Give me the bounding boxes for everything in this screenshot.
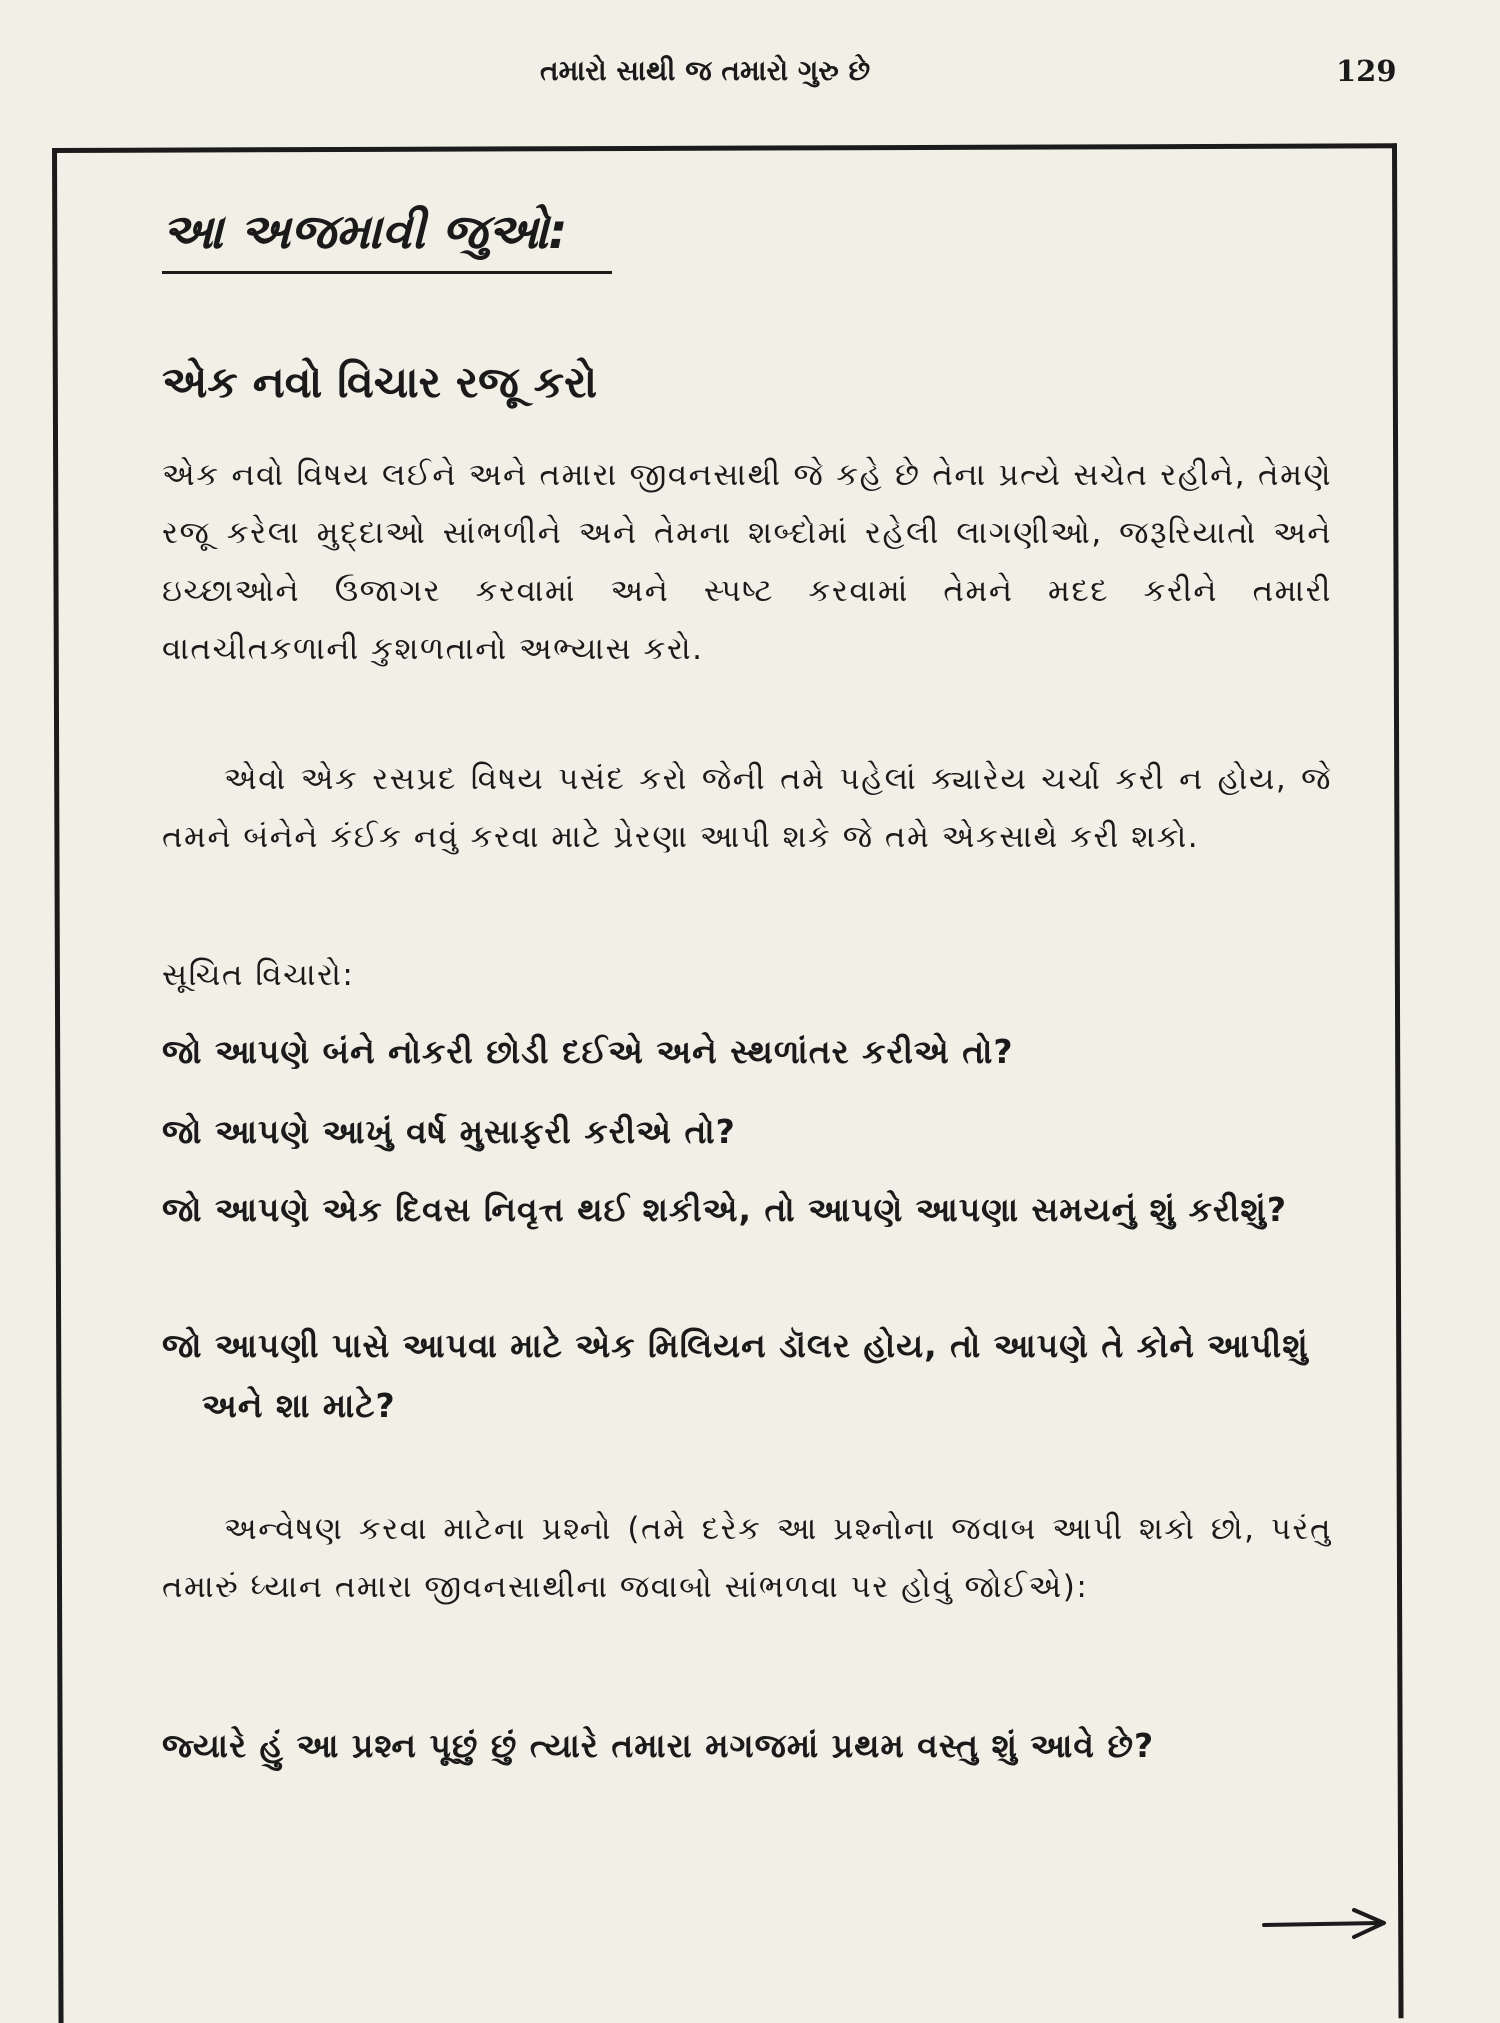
suggested-question: જો આપણે આખું વર્ષ મુસાફરી કરીએ તો? bbox=[162, 1112, 736, 1151]
suggested-question: જો આપણે બંને નોકરી છોડી દઈએ અને સ્થળાંતર કરીએ તો? bbox=[162, 1032, 1014, 1071]
section-title: એક નવો વિચાર રજૂ કરો bbox=[162, 358, 598, 408]
arrow-right-icon bbox=[1262, 1906, 1390, 1942]
suggested-ideas-label: સૂચિત વિચારો: bbox=[162, 957, 355, 993]
paragraph-exploration: અન્વેષણ કરવા માટેના પ્રશ્નો (તમે દરેક આ પ્રશ્નોના જવાબ આપી શકો છો, પરંતુ તમારું ધ્યાન તમારા જીવનસાથીના જવાબો સાંભળવા પર હોવું જોઈએ): bbox=[162, 1511, 1332, 1605]
running-title: તમારો સાથી જ તમારો ગુરુ છે bbox=[540, 54, 871, 87]
running-head bbox=[0, 46, 1500, 96]
suggested-question: જો આપણે એક દિવસ નિવૃત્ત થઈ શકીએ, તો આપણે આપણા સમયનું શું કરીશું? bbox=[162, 1190, 1287, 1229]
exploration-question: જ્યારે હું આ પ્રશ્ન પૂછું છું ત્યારે તમારા મગજમાં પ્રથમ વસ્તુ શું આવે છે? bbox=[162, 1726, 1155, 1765]
suggested-question: જો આપણી પાસે આપવા માટે એક મિલિયન ડૉલર હોય, તો આપણે તે કોને આપીશું અને શા માટે? bbox=[162, 1326, 1309, 1425]
page-number: 129 bbox=[1336, 54, 1397, 88]
paragraph-intro: એક નવો વિષય લઈને અને તમારા જીવનસાથી જે કહે છે તેના પ્રત્યે સચેત રહીને, તેમણે રજૂ કરેલા મુદ્દાઓ સાંભળીને અને તેમના શબ્દોમાં રહેલી લાગણીઓ, જરૂરિયાતો અને ઇચ્છાઓને ઉજાગર કરવામાં અને સ્પષ્ટ કરવામાં તેમને મદદ કરીને તમારી વાતચીતકળાની કુશળતાનો અભ્યાસ કરો. bbox=[162, 457, 1332, 667]
paragraph-topic: એવો એક રસપ્રદ વિષય પસંદ કરો જેની તમે પહેલાં ક્યારેય ચર્ચા કરી ન હોય, જે તમને બંનેને કંઈક નવું કરવા માટે પ્રેરણા આપી શકે જે તમે એકસાથે કરી શકો. bbox=[162, 761, 1332, 855]
box-heading: આ અજમાવી જુઓ: bbox=[162, 204, 612, 274]
